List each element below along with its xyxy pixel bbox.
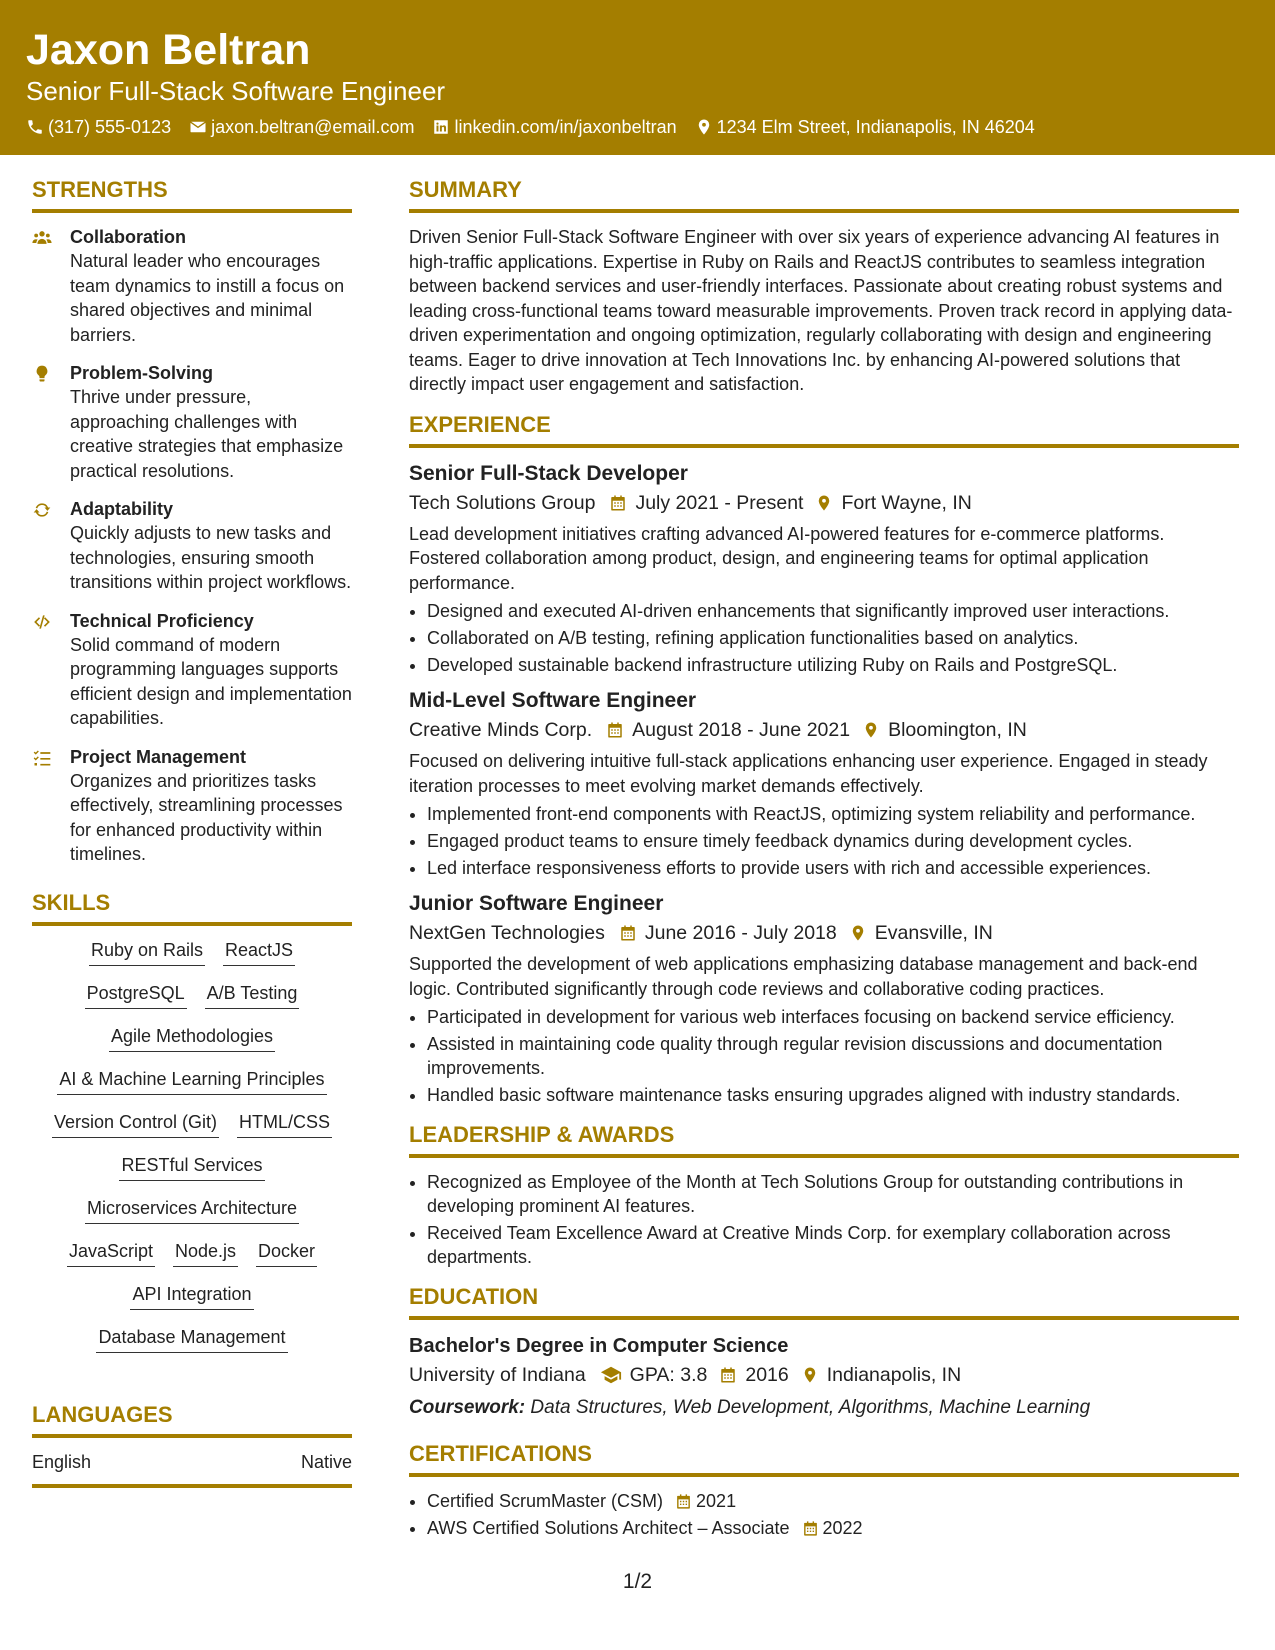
skill-row [32, 1024, 352, 1052]
education-heading: EDUCATION [409, 1283, 1239, 1320]
certification-item [427, 1516, 1239, 1540]
skill-tag: ReactJS [223, 938, 295, 966]
linkedin-text[interactable]: linkedin.com/in/jaxonbeltran [454, 117, 677, 137]
lightbulb-icon [32, 364, 52, 384]
contact-linkedin[interactable] [432, 114, 676, 140]
strength-item [32, 609, 352, 731]
resume-header [0, 0, 1275, 155]
skill-tag: AI & Machine Learning Principles [57, 1067, 326, 1095]
linkedin-icon [432, 118, 450, 136]
skill-row [32, 938, 352, 966]
list-item: • Led interface responsiveness efforts to provide users with rich and accessible experiences. [427, 856, 1239, 880]
skills-list [32, 938, 352, 1353]
strength-title: Problem-Solving [70, 363, 214, 383]
code-icon [32, 612, 52, 632]
strength-text: Solid command of modern programming languages supports efficient design and implementation capabilities. [70, 634, 352, 728]
education-meta [409, 1360, 1239, 1390]
map-pin-icon [815, 494, 833, 512]
strength-item [32, 225, 352, 347]
job-role: Mid-Level Software Engineer [409, 689, 697, 712]
map-pin-icon [801, 1366, 819, 1384]
strengths-list [32, 225, 352, 867]
users-icon [32, 228, 52, 248]
job-entry [409, 890, 1239, 1107]
list-item: • Assisted in maintaining code quality through regular revision discussions and documentation improvements. [427, 1032, 1239, 1080]
job-bullets [409, 1005, 1239, 1107]
job-location: Bloomington, IN [888, 719, 1027, 741]
language-name: English [32, 1451, 92, 1472]
strength-text: Organizes and prioritizes tasks effectively, streamlining processes for enhanced productivity within timelines. [70, 770, 343, 864]
strength-title: Technical Proficiency [70, 610, 254, 631]
candidate-title: Senior Full-Stack Software Engineer [26, 76, 446, 106]
map-pin-icon [862, 721, 880, 739]
job-meta [409, 918, 1239, 948]
coursework [409, 1394, 1239, 1422]
certification-name: • Certified ScrumMaster (CSM) [427, 1491, 664, 1511]
experience-heading: EXPERIENCE [409, 411, 1239, 448]
skill-row [32, 1325, 352, 1353]
strength-title: Project Management [70, 746, 247, 767]
strength-text: Natural leader who encourages team dynamics to instill a focus on shared objectives and minimal barriers. [70, 251, 345, 345]
list-item: • Handled basic software maintenance tasks ensuring upgrades aligned with industry standards. [427, 1083, 1239, 1107]
skill-row [32, 1239, 352, 1267]
school-name: University of Indiana [409, 1364, 586, 1386]
skill-tag: Docker [256, 1239, 317, 1267]
strength-item [32, 497, 352, 595]
skill-row [32, 1196, 352, 1224]
calendar-icon [619, 924, 637, 942]
list-item: • Developed sustainable backend infrastructure utilizing Ruby on Rails and PostgreSQL. [427, 653, 1239, 677]
skills-heading: SKILLS [32, 889, 352, 926]
envelope-icon [189, 118, 207, 136]
job-description: Supported the development of web applications emphasizing database management and back-end logic. Contributed significantly through code reviews and collaborative coding practices. [409, 954, 1198, 999]
strength-text: Quickly adjusts to new tasks and technologies, ensuring smooth transitions within project workflows. [70, 523, 352, 592]
strength-title: Adaptability [70, 499, 174, 519]
map-pin-icon [849, 924, 867, 942]
calendar-icon [675, 1493, 692, 1510]
sync-icon [32, 500, 52, 520]
skill-row [32, 1282, 352, 1310]
job-bullets [409, 802, 1239, 880]
strength-item [32, 361, 352, 483]
skill-row [32, 981, 352, 1009]
job-role: Senior Full-Stack Developer [409, 461, 688, 485]
skill-tag: HTML/CSS [237, 1110, 332, 1138]
job-company: NextGen Technologies [409, 922, 605, 944]
job-meta [409, 715, 1239, 745]
leadership-list [409, 1170, 1239, 1269]
language-level: Native [300, 1451, 352, 1472]
calendar-icon [609, 494, 627, 512]
strengths-heading: STRENGTHS [32, 176, 352, 213]
job-entry [409, 687, 1239, 880]
certification-year: 2022 [822, 1518, 863, 1538]
calendar-icon [606, 721, 624, 739]
summary-text: Driven Senior Full-Stack Software Engineer with over six years of experience advancing AI features in high-traffic applications. Expertise in Ruby on Rails and ReactJS contributes to seamless integration between backend services and user-friendly interfaces. Passionate about creating robust systems and leading cross-functional teams toward measurable improvements. Proven track record in applying data-driven experimentation and ongoing optimization, regularly collaborating with design and engineering teams. Eager to drive innovation at Tech Innovations Inc. by enhancing AI-powered solutions that directly impact user engagement and satisfaction. [409, 227, 1233, 394]
certification-item [427, 1489, 1239, 1513]
list-item: • Recognized as Employee of the Month at Tech Solutions Group for outstanding contributions in developing prominent AI features. [427, 1170, 1239, 1218]
skill-tag: Microservices Architecture [85, 1196, 299, 1224]
right-column [409, 176, 1239, 1550]
job-description: Focused on delivering intuitive full-stack applications enhancing user experience. Engaged in steady iteration processes to meet evolving market demands effectively. [409, 751, 1208, 796]
certification-year: 2021 [696, 1491, 737, 1511]
job-dates: August 2018 - June 2021 [632, 719, 851, 741]
job-company: Creative Minds Corp. [409, 719, 593, 741]
address-text: 1234 Elm Street, Indianapolis, IN 46204 [716, 117, 1035, 137]
graduation-cap-icon [600, 1364, 622, 1386]
education-location: Indianapolis, IN [826, 1364, 962, 1386]
summary-heading: SUMMARY [409, 176, 1239, 213]
job-company: Tech Solutions Group [409, 491, 596, 514]
job-bullets [409, 599, 1239, 677]
phone-icon [26, 118, 44, 136]
skill-tag: PostgreSQL [85, 981, 187, 1009]
gpa-text: GPA: 3.8 [629, 1364, 708, 1386]
skill-row [32, 1110, 352, 1138]
list-item: • Collaborated on A/B testing, refining application functionalities based on analytics. [427, 626, 1239, 650]
job-entry [409, 460, 1239, 678]
certifications-heading: CERTIFICATIONS [409, 1440, 1239, 1477]
certification-name: • AWS Certified Solutions Architect – Associate [427, 1518, 790, 1538]
language-item [32, 1450, 352, 1488]
skill-tag: Node.js [173, 1239, 238, 1267]
email-text[interactable]: jaxon.beltran@email.com [211, 117, 415, 137]
skill-tag: Agile Methodologies [109, 1024, 275, 1052]
list-item: • Received Team Excellence Award at Creative Minds Corp. for exemplary collaboration across departments. [427, 1221, 1239, 1269]
job-meta [409, 488, 1239, 518]
skill-tag: Version Control (Git) [52, 1110, 219, 1138]
list-item: • Implemented front-end components with ReactJS, optimizing system reliability and performance. [427, 802, 1239, 826]
skill-row [32, 1153, 352, 1181]
job-dates: June 2016 - July 2018 [644, 922, 837, 944]
skill-tag: Ruby on Rails [89, 938, 205, 966]
languages-heading: LANGUAGES [32, 1401, 352, 1438]
strength-text: Thrive under pressure, approaching challenges with creative strategies that emphasize practical resolutions. [70, 387, 344, 481]
coursework-text: Data Structures, Web Development, Algorithms, Machine Learning [530, 1397, 1091, 1418]
skill-tag: RESTful Services [119, 1153, 264, 1181]
page-number: 1/2 [622, 1570, 653, 1593]
left-column [32, 176, 352, 1488]
calendar-icon [802, 1520, 819, 1537]
job-location: Fort Wayne, IN [841, 491, 972, 514]
job-description: Lead development initiatives crafting advanced AI-powered features for e-commerce platforms. Fostered collaboration among product, design, and engineering teams for optimal application performance. [409, 523, 1165, 593]
phone-text: (317) 555-0123 [48, 117, 172, 137]
calendar-icon [719, 1366, 737, 1384]
list-item: • Designed and executed AI-driven enhancements that significantly improved user interactions. [427, 599, 1239, 623]
strength-title: Collaboration [70, 227, 186, 247]
graduation-year: 2016 [745, 1364, 789, 1386]
map-pin-icon [695, 118, 713, 136]
skill-row [32, 1067, 352, 1095]
job-dates: July 2021 - Present [635, 491, 804, 514]
list-item: • Engaged product teams to ensure timely feedback dynamics during development cycles. [427, 829, 1239, 853]
leadership-heading: LEADERSHIP & AWARDS [409, 1121, 1239, 1158]
contact-email[interactable] [189, 114, 414, 140]
coursework-label: Coursework: [409, 1397, 526, 1418]
candidate-name: Jaxon Beltran [26, 26, 311, 74]
contact-address [695, 114, 1035, 140]
skill-tag: Database Management [96, 1325, 287, 1353]
job-location: Evansville, IN [874, 922, 993, 944]
tasks-icon [32, 748, 52, 768]
certifications-list [409, 1489, 1239, 1540]
job-role: Junior Software Engineer [409, 892, 664, 915]
skill-tag: JavaScript [67, 1239, 155, 1267]
skill-tag: API Integration [130, 1282, 253, 1310]
degree-title: Bachelor's Degree in Computer Science [409, 1335, 789, 1357]
contact-bar [26, 114, 1035, 140]
contact-phone [26, 114, 171, 140]
list-item: • Participated in development for various web interfaces focusing on backend service efficiency. [427, 1005, 1239, 1029]
skill-tag: A/B Testing [205, 981, 300, 1009]
strength-item [32, 745, 352, 867]
